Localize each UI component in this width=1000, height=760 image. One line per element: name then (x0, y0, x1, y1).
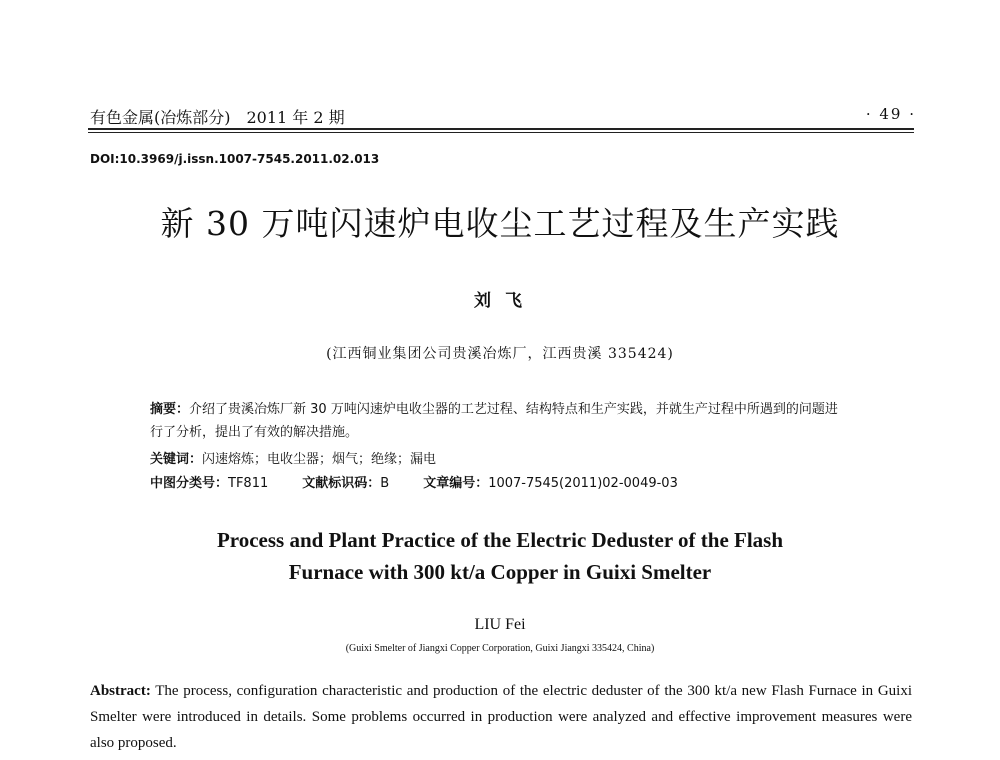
journal-name: 有色金属(冶炼部分) (90, 108, 231, 127)
title-english-line-1: Process and Plant Practice of the Electric Deduster of the Flash (216, 528, 784, 552)
journal-header (90, 105, 345, 128)
page-number: · 49 · (865, 105, 916, 123)
doc-code-value: B (380, 476, 390, 491)
keywords-chinese (150, 448, 436, 467)
title-english (0, 524, 1000, 588)
title-english-line-2: Furnace with 300 kt/a Copper in Guixi Smelter (288, 560, 712, 584)
affiliation-chinese: (江西铜业集团公司贵溪冶炼厂，江西贵溪 335424) (326, 346, 674, 362)
keywords-text: 闪速熔炼；电收尘器；烟气；绝缘；漏电 (202, 452, 437, 467)
doi: DOI:10.3969/j.issn.1007-7545.2011.02.013 (90, 152, 380, 166)
doc-code-label: 文献标识码： (302, 476, 381, 491)
header-rule-thin (88, 132, 914, 133)
article-no-value: 1007-7545(2011)02-0049-03 (488, 476, 678, 491)
affiliation-english: (Guixi Smelter of Jiangxi Copper Corporation, Guixi Jiangxi 335424, China) (345, 643, 655, 654)
abstract-chinese-label: 摘要： (150, 402, 190, 417)
classification-line (150, 472, 678, 491)
abstract-english (90, 678, 912, 756)
header-rule (88, 128, 914, 130)
abstract-english-text: The process, configuration characteristic and production of the electric deduster of the 300 kt/a new Flash Furnace in Guixi Smelter were introduced in details. Some problems occurred in production were analyzed and effective improvement measures were also proposed. (90, 683, 912, 751)
author-english: LIU Fei (474, 616, 526, 633)
clc-value: TF811 (228, 476, 269, 491)
abstract-chinese-text: 介绍了贵溪冶炼厂新 30 万吨闪速炉电收尘器的工艺过程、结构特点和生产实践，并就生产过程中所遇到的问题进行了分析，提出了有效的解决措施。 (150, 402, 838, 440)
keywords-label: 关键词： (150, 452, 203, 467)
article-no-label: 文章编号： (423, 476, 489, 491)
clc-label: 中图分类号： (150, 476, 229, 491)
title-chinese: 新 30 万吨闪速炉电收尘工艺过程及生产实践 (160, 204, 840, 243)
journal-issue: 2011 年 2 期 (246, 108, 345, 127)
author-chinese: 刘 飞 (474, 291, 526, 311)
abstract-chinese (150, 398, 850, 444)
abstract-english-label: Abstract: (90, 683, 151, 699)
